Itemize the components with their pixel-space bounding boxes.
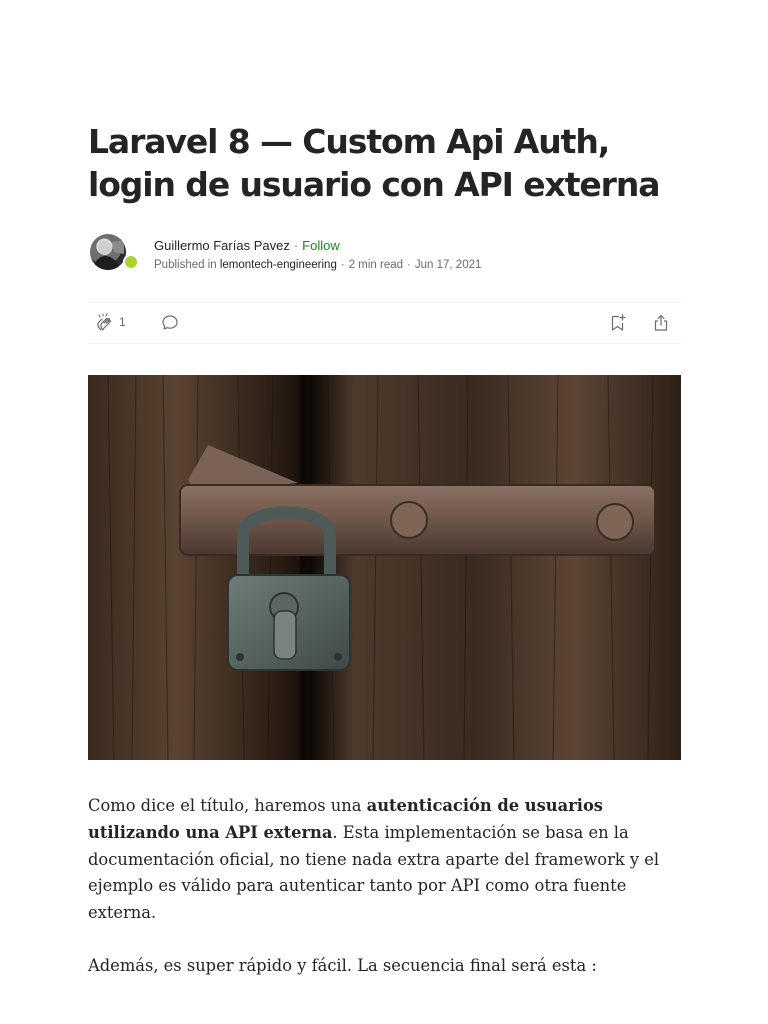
separator-dot: ·	[293, 238, 299, 253]
padlock-door-image-icon	[88, 375, 681, 760]
article-title: Laravel 8 — Custom Api Auth, login de usuario con API externa	[88, 122, 660, 204]
share-icon	[651, 313, 671, 333]
action-bar	[88, 302, 681, 344]
author-avatar-group[interactable]	[90, 234, 134, 274]
published-in-label: Published in	[154, 259, 217, 271]
clap-icon	[95, 313, 115, 333]
paragraph-2: Además, es super rápido y fácil. La secuencia final será esta :	[88, 955, 597, 975]
comment-icon	[160, 313, 180, 333]
separator-dot: ·	[340, 259, 345, 271]
author-photo-icon	[90, 234, 126, 270]
read-time: 2 min read	[348, 259, 404, 271]
paragraph-1-text-start: Como dice el título, haremos una	[88, 796, 367, 815]
share-button[interactable]	[651, 313, 671, 333]
bookmark-button[interactable]	[608, 313, 628, 333]
paragraph-1-text-end: . Esta implementación se basa en la documentación oficial, no tiene nada extra aparte del framework y el ejemplo es válido para autenticar tanto por API como otra fuente externa.	[88, 822, 660, 923]
clap-button[interactable]	[95, 313, 115, 333]
byline	[88, 234, 681, 274]
meta-line	[154, 259, 481, 271]
hero-image	[88, 375, 681, 760]
publication-link[interactable]: lemontech-engineering	[219, 259, 337, 271]
separator-dot: ·	[407, 259, 411, 271]
comment-button[interactable]	[160, 313, 180, 333]
publication-badge-icon[interactable]	[123, 254, 139, 270]
article-body	[88, 793, 684, 1006]
avatar[interactable]	[90, 234, 126, 270]
paragraph-1-bold: autenticación de usuarios utilizando una API externa	[88, 796, 603, 842]
clap-count: 1	[119, 315, 126, 329]
author-name[interactable]: Guillermo Farías Pavez	[154, 238, 290, 253]
publish-date: Jun 17, 2021	[414, 259, 482, 271]
bookmark-icon	[608, 313, 628, 333]
follow-button[interactable]: Follow	[302, 238, 340, 253]
paragraph-1	[88, 793, 684, 927]
author-line	[154, 238, 340, 253]
